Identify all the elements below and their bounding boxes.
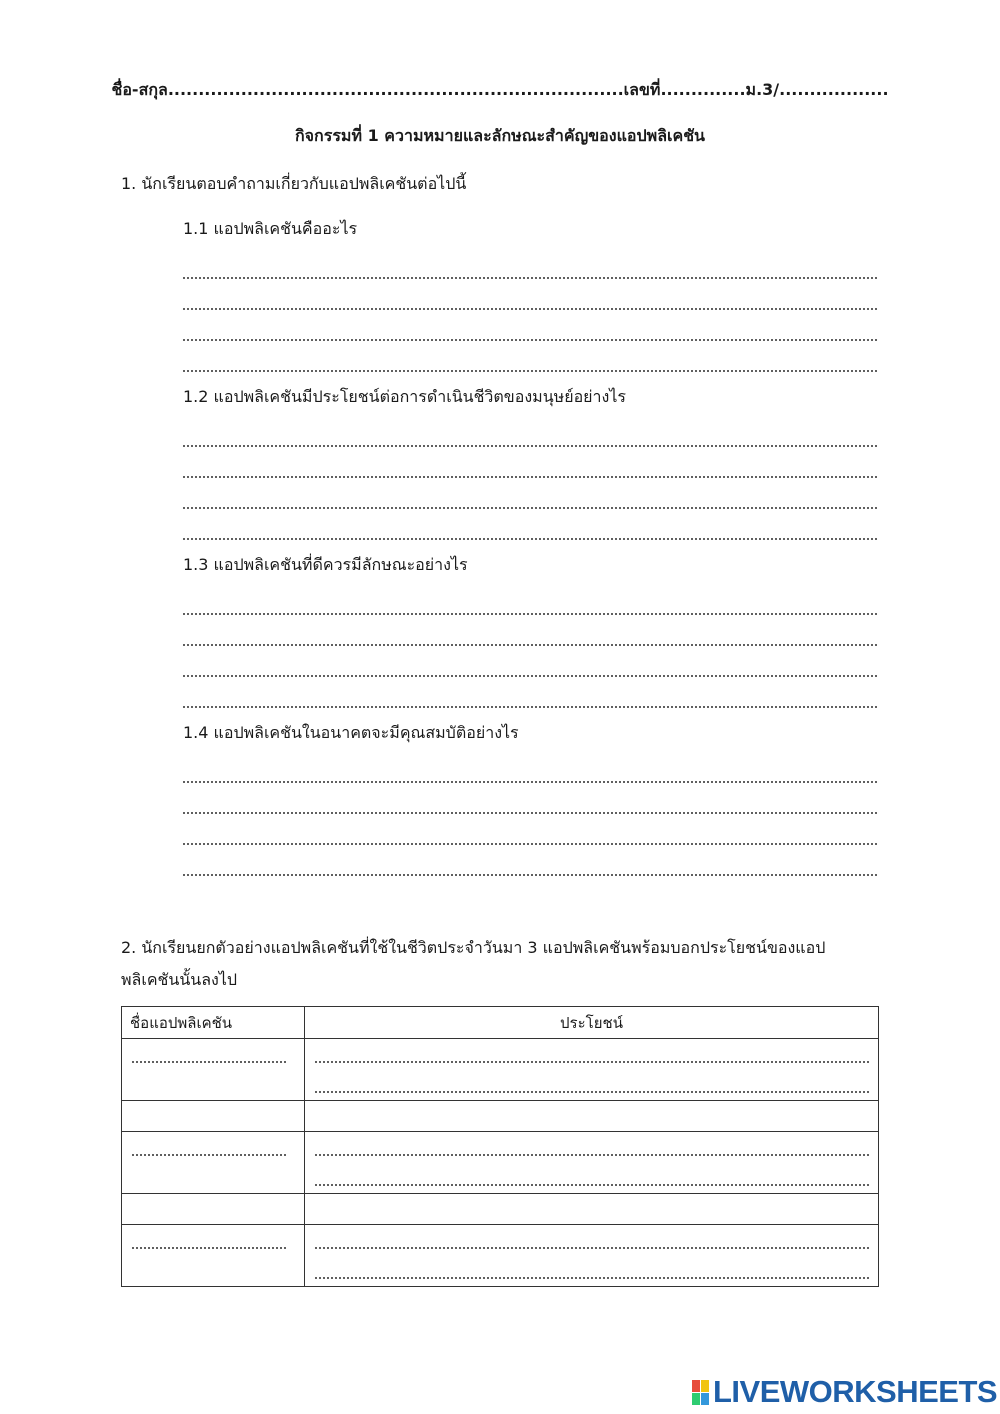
answer-line[interactable] xyxy=(182,874,878,876)
answer-line[interactable] xyxy=(182,507,878,509)
logo-text: LIVEWORKSHEETS xyxy=(713,1374,998,1409)
answer-line[interactable] xyxy=(182,675,878,677)
answer-line[interactable] xyxy=(182,843,878,845)
table-row xyxy=(122,1132,879,1194)
answer-line[interactable] xyxy=(182,613,878,615)
col-benefit-header: ประโยชน์ xyxy=(305,1007,879,1039)
answer-line[interactable] xyxy=(182,339,878,341)
answer-line[interactable] xyxy=(182,812,878,814)
question-1-2-label: 1.2 แอปพลิเคชันมีประโยชน์ต่อการดำเนินชีวิตของมนุษย์อย่างไร xyxy=(183,387,626,406)
table-row xyxy=(122,1101,879,1132)
answer-line[interactable] xyxy=(182,644,878,646)
name-number-line: ชื่อ-สกุล...........................................................................เลขที่..............ม.3/.................. xyxy=(111,80,889,99)
activity-title: กิจกรรมที่ 1 ความหมายและลักษณะสำคัญของแอปพลิเคชัน xyxy=(294,126,705,145)
logo-blocks-icon xyxy=(692,1380,709,1405)
answer-line[interactable] xyxy=(182,445,878,447)
table-row xyxy=(122,1225,879,1287)
benefit-blank[interactable] xyxy=(314,1277,870,1279)
table-row xyxy=(122,1039,879,1101)
question-1-text: 1. นักเรียนตอบคำถามเกี่ยวกับแอปพลิเคชันต่อไปนี้ xyxy=(121,174,467,193)
answer-line[interactable] xyxy=(182,538,878,540)
question-1-3-label: 1.3 แอปพลิเคชันที่ดีควรมีลักษณะอย่างไร xyxy=(183,555,468,574)
col-app-name-header: ชื่อแอปพลิเคชัน xyxy=(122,1007,305,1039)
question-2-line-2: พลิเคชันนั้นลงไป xyxy=(121,970,238,989)
app-name-blank[interactable] xyxy=(131,1061,287,1063)
question-1-4-label: 1.4 แอปพลิเคชันในอนาคตจะมีคุณสมบัติอย่างไร xyxy=(183,723,519,742)
benefit-blank[interactable] xyxy=(314,1061,870,1063)
benefit-blank[interactable] xyxy=(314,1091,870,1093)
app-name-blank[interactable] xyxy=(131,1247,287,1249)
applications-table xyxy=(121,1006,879,1287)
table-row xyxy=(122,1194,879,1225)
answer-line[interactable] xyxy=(182,277,878,279)
liveworksheets-logo xyxy=(692,1374,997,1410)
benefit-blank[interactable] xyxy=(314,1154,870,1156)
benefit-blank[interactable] xyxy=(314,1184,870,1186)
question-1-1-label: 1.1 แอปพลิเคชันคืออะไร xyxy=(183,219,358,238)
answer-line[interactable] xyxy=(182,706,878,708)
question-2-line-1: 2. นักเรียนยกตัวอย่างแอปพลิเคชันที่ใช้ในชีวิตประจำวันมา 3 แอปพลิเคชันพร้อมบอกประโยชน์ของแอป xyxy=(121,938,826,957)
answer-line[interactable] xyxy=(182,781,878,783)
benefit-blank[interactable] xyxy=(314,1247,870,1249)
answer-line[interactable] xyxy=(182,476,878,478)
app-name-blank[interactable] xyxy=(131,1154,287,1156)
table-header-row xyxy=(122,1007,879,1039)
answer-line[interactable] xyxy=(182,370,878,372)
answer-line[interactable] xyxy=(182,308,878,310)
